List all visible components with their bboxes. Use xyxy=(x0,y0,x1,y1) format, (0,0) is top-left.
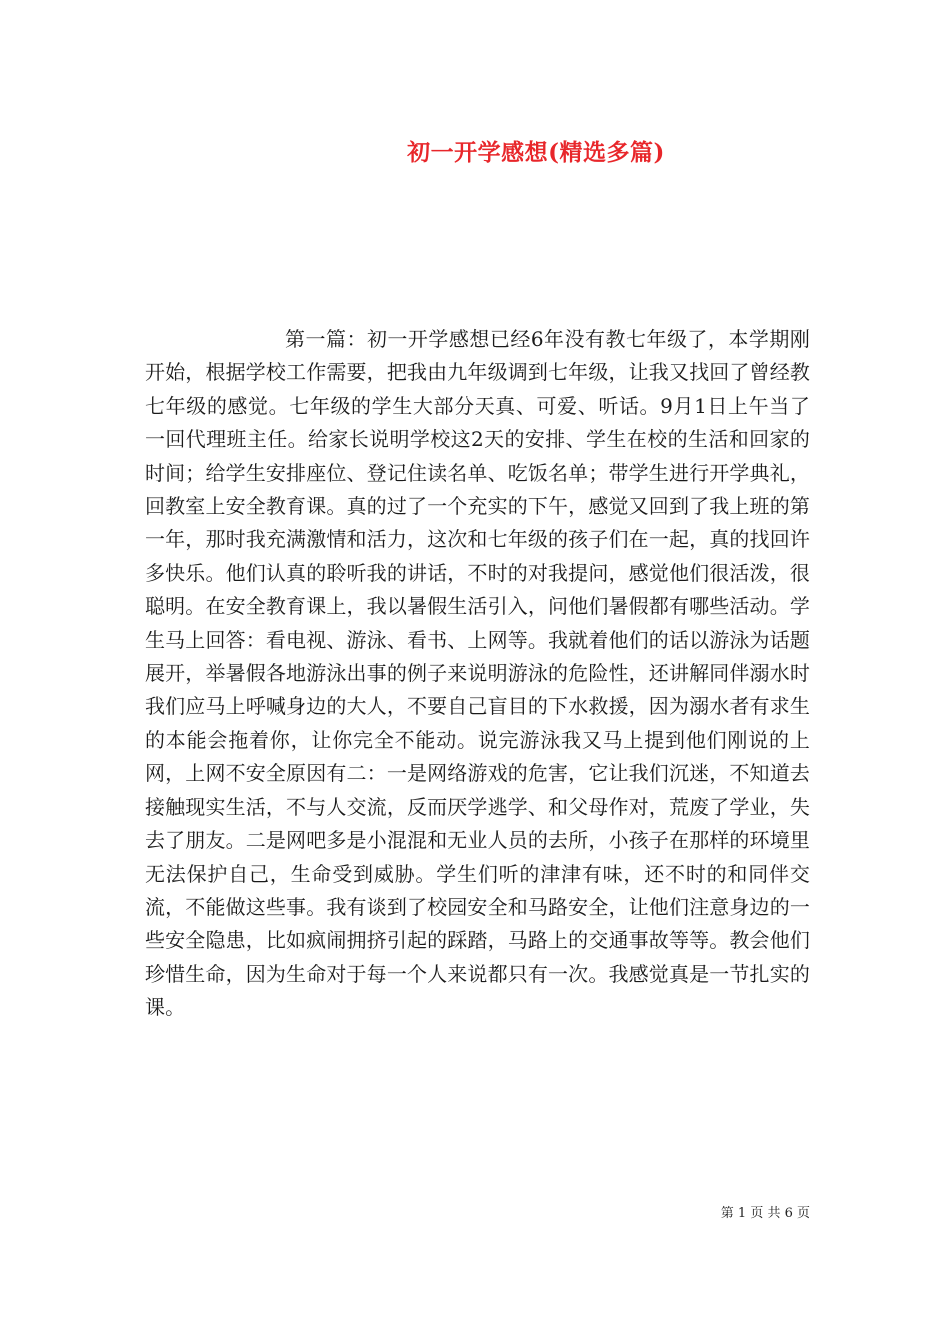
page-number: 第 1 页 共 6 页 xyxy=(720,1206,810,1221)
document-title: 初一开学感想(精选多篇) xyxy=(407,139,665,166)
body-paragraph: 第一篇：初一开学感想已经6年没有教七年级了，本学期刚开始，根据学校工作需要，把我由九年级调到七年级，让我又找回了曾经教七年级的感觉。七年级的学生大部分天真、可爱、听话。9月1日上午当了一回代理班主任。给家长说明学校这2天的安排、学生在校的生活和回家的时间；给学生安排座位、登记住读名单、吃饭名单；带学生进行开学典礼，回教室上安全教育课。真的过了一个充实的下午，感觉又回到了我上班的第一年，那时我充满激情和活力，这次和七年级的孩子们在一起，真的找回许多快乐。他们认真的聆听我的讲话，不时的对我提问，感觉他们很活泼，很聪明。在安全教育课上，我以暑假生活引入，问他们暑假都有哪些活动。学生马上回答：看电视、游泳、看书、上网等。我就着他们的话以游泳为话题展开，举暑假各地游泳出事的例子来说明游泳的危险性，还讲解同伴溺水时我们应马上呼喊身边的大人，不要自己盲目的下水救援，因为溺水者有求生的本能会拖着你，让你完全不能动。说完游泳我又马上提到他们刚说的上网，上网不安全原因有二：一是网络游戏的危害，它让我们沉迷，不知道去接触现实生活，不与人交流，反而厌学逃学、和父母作对，荒废了学业，失去了朋友。二是网吧多是小混混和无业人员的去所，小孩子在那样的环境里无法保护自己，生命受到威胁。学生们听的津津有味，还不时的和同伴交流，不能做这些事。我有谈到了校园安全和马路安全，让他们注意身边的一些安全隐患，比如疯闹拥挤引起的踩踏，马路上的交通事故等等。教会他们珍惜生命，因为生命对于每一个人来说都只有一次。我感觉真是一节扎实的课。 xyxy=(145,327,810,1020)
